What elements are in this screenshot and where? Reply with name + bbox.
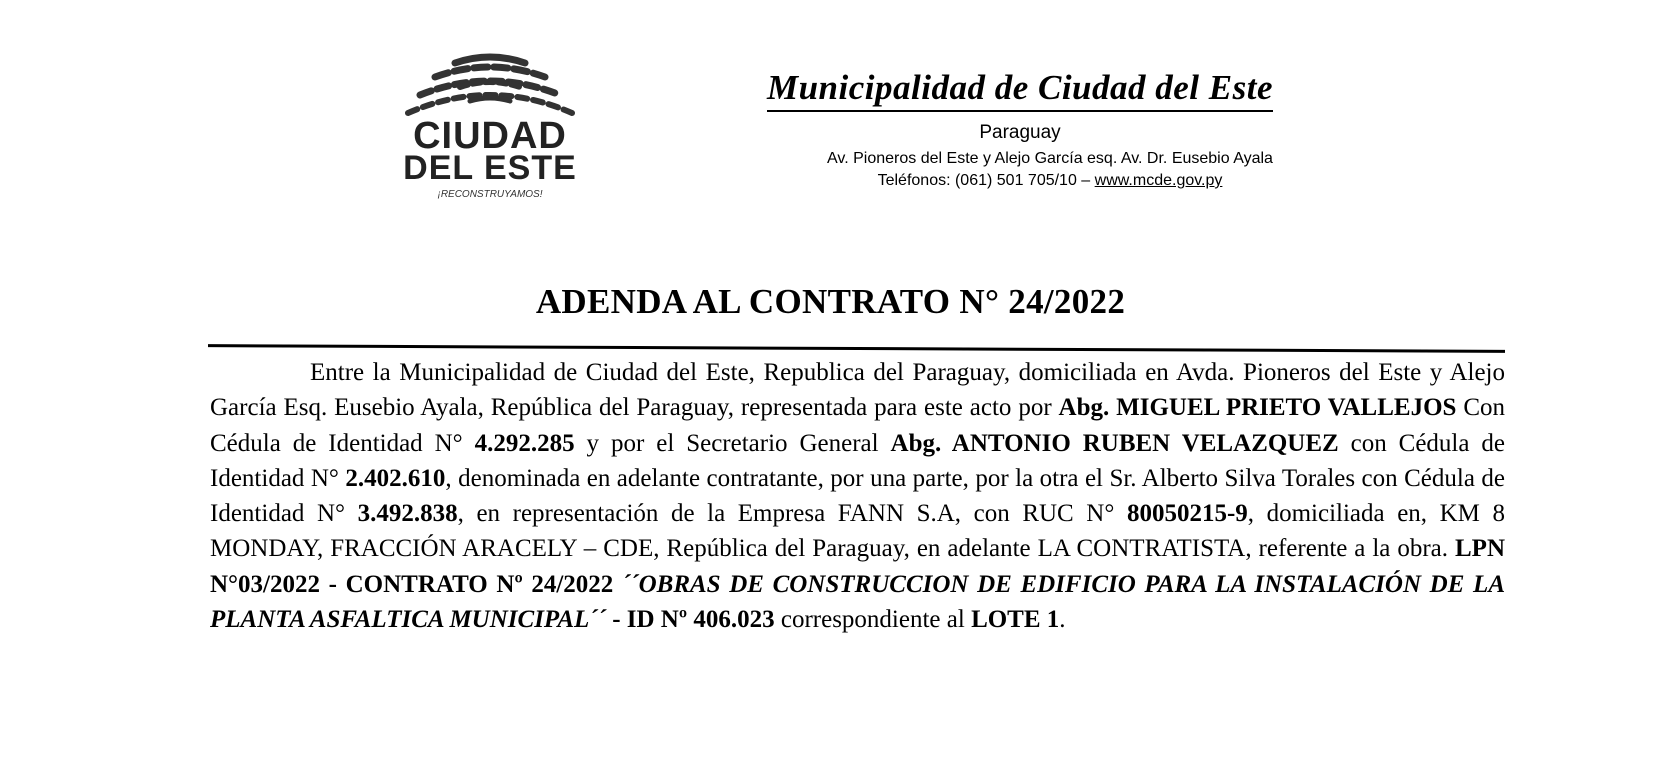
text-segment: y por el Secretario General <box>574 429 891 457</box>
title-divider <box>208 344 1505 353</box>
contract-paragraph <box>210 355 1505 637</box>
text-segment <box>613 571 622 598</box>
logo-text-ciudad: CIUDAD <box>413 115 567 157</box>
address-line: Av. Pioneros del Este y Alejo García esq. Av. Dr. Eusebio Ayala <box>827 150 1273 167</box>
tender-reference: LPN N°03/2022 - CONTRATO Nº 24/2022 <box>210 535 1505 598</box>
secretary-id-number: 2.402.610 <box>345 464 446 492</box>
phone-line <box>720 172 1380 190</box>
municipal-logo <box>380 45 600 200</box>
lot-number: LOTE 1 <box>971 606 1060 634</box>
ruc-number: 80050215-9 <box>1126 500 1248 528</box>
secretary-name: Abg. ANTONIO RUBEN VELAZQUEZ <box>890 429 1339 457</box>
contractor-id-number: 3.492.838 <box>357 500 458 528</box>
text-segment: , domiciliada en, KM 8 MONDAY, FRACCIÓN ARACELY – CDE, República del Paraguay, en adelante LA CONTRATISTA, referente a la obra. <box>210 500 1505 563</box>
text-segment: Entre la Municipalidad de Ciudad del Este, Republica del Paraguay, domiciliada en Avda. Pioneros del Este y Alejo García Esq. Eusebio Ayala, República del Paraguay, representada para este acto por <box>210 359 1505 422</box>
text-segment: con Cédula de Identidad N° <box>210 429 1506 492</box>
mayor-name: Abg. MIGUEL PRIETO VALLEJOS <box>1058 394 1457 422</box>
logo-text-del-este: DEL ESTE <box>403 149 577 187</box>
text-segment: . <box>1059 606 1066 634</box>
project-name: ´´OBRAS DE CONSTRUCCION DE EDIFICIO PARA LA INSTALACIÓN DE LA PLANTA ASFALTICA MUNICIPAL´´ <box>210 570 1505 634</box>
text-segment: correspondiente al <box>774 606 972 634</box>
logo-arc-icon <box>380 45 600 120</box>
municipality-title: Municipalidad de Ciudad del Este <box>767 68 1273 112</box>
letterhead <box>660 68 1380 190</box>
document-title: ADENDA AL CONTRATO N° 24/2022 <box>535 282 1126 321</box>
phone-text: Teléfonos: (061) 501 705/10 – <box>877 172 1095 189</box>
text-segment: , en representación de la Empresa FANN S.A, con RUC N° <box>457 500 1127 528</box>
contract-body <box>210 355 1505 637</box>
project-id: - ID Nº 406.023 <box>612 606 775 634</box>
mayor-id-number: 4.292.285 <box>474 429 575 457</box>
text-segment: Con Cédula de Identidad N° <box>210 394 1506 457</box>
logo-slogan: ¡RECONSTRUYAMOS! <box>437 189 543 200</box>
website-link[interactable]: www.mcde.gov.py <box>1094 172 1223 189</box>
text-segment: , denominada en adelante contratante, por una parte, por la otra el Sr. Alberto Silva Torales con Cédula de Identidad N° <box>210 464 1505 528</box>
country-label: Paraguay <box>979 122 1061 143</box>
